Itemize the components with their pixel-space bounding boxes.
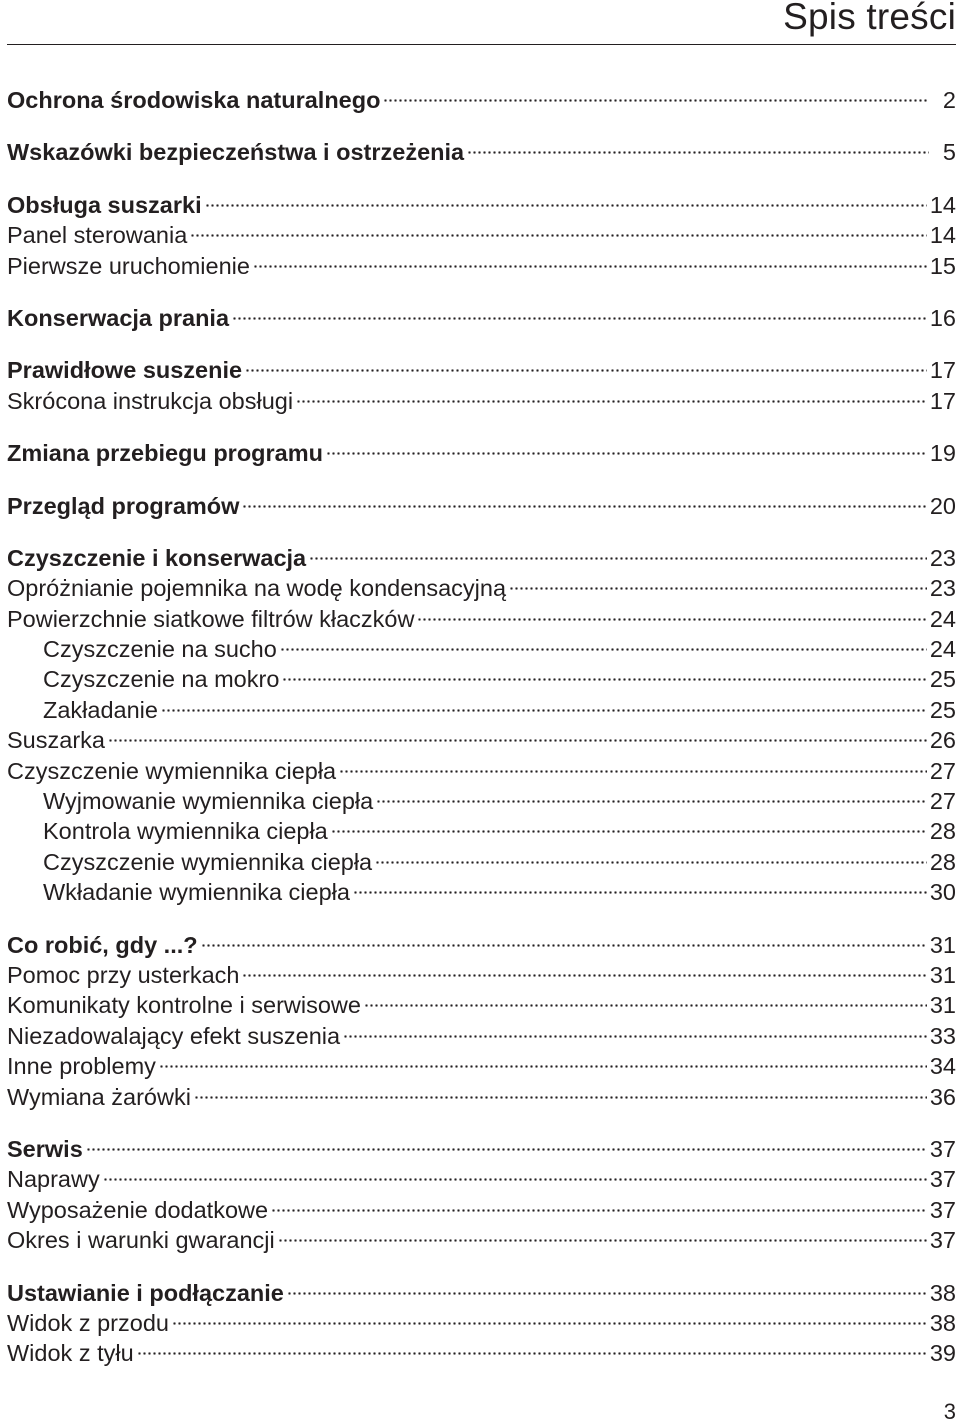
toc-entry-page: 39 xyxy=(929,1340,956,1367)
toc-entry[interactable] xyxy=(7,664,956,694)
toc-entry[interactable] xyxy=(7,877,956,907)
toc-entry[interactable] xyxy=(7,220,956,250)
dot-leader xyxy=(309,557,927,560)
toc-entry-label: Obsługa suszarki xyxy=(7,191,202,218)
toc-entry[interactable] xyxy=(7,543,956,573)
dot-leader xyxy=(242,505,926,508)
toc-entry-label: Ustawianie i podłączanie xyxy=(7,1279,284,1306)
toc-entry-label: Pierwsze uruchomienie xyxy=(7,252,250,279)
toc-entry-page: 16 xyxy=(929,304,956,331)
toc-entry-page: 15 xyxy=(929,252,956,279)
dot-leader xyxy=(232,317,927,320)
toc-entry-page: 14 xyxy=(929,191,956,218)
toc-entry[interactable] xyxy=(7,85,956,115)
dot-leader xyxy=(375,861,927,864)
toc-entry[interactable] xyxy=(7,303,956,333)
dot-leader xyxy=(205,204,927,207)
toc-entry-page: 24 xyxy=(929,605,956,632)
dot-leader xyxy=(417,618,926,621)
dot-leader xyxy=(376,800,927,803)
toc-entry-label: Okres i warunki gwarancji xyxy=(7,1227,275,1254)
dot-leader xyxy=(253,265,927,268)
toc-entry[interactable] xyxy=(7,1164,956,1194)
dot-leader xyxy=(161,709,927,712)
toc-entry-page: 37 xyxy=(929,1227,956,1254)
toc-entry[interactable] xyxy=(7,1134,956,1164)
toc-entry-page: 27 xyxy=(929,757,956,784)
dot-leader xyxy=(201,944,927,947)
toc-entry-label: Naprawy xyxy=(7,1166,100,1193)
toc-entry[interactable] xyxy=(7,990,956,1020)
toc-entry-label: Wskazówki bezpieczeństwa i ostrzeżenia xyxy=(7,139,465,166)
toc-entry[interactable] xyxy=(7,1278,956,1308)
toc-entry[interactable] xyxy=(7,1338,956,1368)
toc-entry[interactable] xyxy=(7,1195,956,1225)
toc-entry-page: 38 xyxy=(929,1279,956,1306)
toc-entry[interactable] xyxy=(7,695,956,725)
toc-entry-label: Widok z tyłu xyxy=(7,1340,134,1367)
toc-entry[interactable] xyxy=(7,960,956,990)
toc-entry-label: Co robić, gdy ...? xyxy=(7,931,198,958)
toc-entry-label: Wkładanie wymiennika ciepła xyxy=(43,879,350,906)
toc-entry-page: 31 xyxy=(929,992,956,1019)
dot-leader xyxy=(383,99,929,102)
toc-entry-page: 20 xyxy=(929,492,956,519)
toc-entry[interactable] xyxy=(7,847,956,877)
dot-leader xyxy=(287,1292,927,1295)
toc-entry-label: Czyszczenie wymiennika ciepła xyxy=(7,757,337,784)
toc-entry-label: Przegląd programów xyxy=(7,492,240,519)
toc-entry-label: Pomoc przy usterkach xyxy=(7,961,240,988)
toc-entry[interactable] xyxy=(7,438,956,468)
dot-leader xyxy=(296,400,927,403)
toc-entry-page: 38 xyxy=(929,1309,956,1336)
toc-entry-page: 17 xyxy=(929,357,956,384)
toc-entry-label: Prawidłowe suszenie xyxy=(7,357,243,384)
toc-entry[interactable] xyxy=(7,725,956,755)
toc-entry[interactable] xyxy=(7,355,956,385)
dot-leader xyxy=(467,151,929,154)
dot-leader xyxy=(108,739,927,742)
dot-leader xyxy=(242,974,926,977)
toc-entry-label: Suszarka xyxy=(7,727,105,754)
toc-entry-page: 24 xyxy=(929,636,956,663)
toc-entry-label: Inne problemy xyxy=(7,1053,156,1080)
toc-entry-page: 31 xyxy=(929,931,956,958)
toc-entry-page: 19 xyxy=(929,440,956,467)
toc-entry-label: Zmiana przebiegu programu xyxy=(7,440,323,467)
toc-entry[interactable] xyxy=(7,251,956,281)
toc-entry[interactable] xyxy=(7,1051,956,1081)
dot-leader xyxy=(194,1096,927,1099)
dot-leader xyxy=(326,452,927,455)
toc-entry-label: Czyszczenie na mokro xyxy=(43,666,280,693)
toc-entry-page: 37 xyxy=(929,1196,956,1223)
toc-entry-page: 17 xyxy=(929,387,956,414)
page-number: 3 xyxy=(943,1399,956,1424)
title-rule xyxy=(7,44,956,45)
toc-entry-label: Niezadowalający efekt suszenia xyxy=(7,1022,341,1049)
dot-leader xyxy=(353,891,927,894)
toc-entry-label: Serwis xyxy=(7,1135,83,1162)
toc-entry-label: Zakładanie xyxy=(43,696,158,723)
dot-leader xyxy=(343,1035,927,1038)
dot-leader xyxy=(278,1239,927,1242)
toc-entry-label: Komunikaty kontrolne i serwisowe xyxy=(7,992,361,1019)
table-of-contents xyxy=(7,85,956,1369)
toc-entry-page: 14 xyxy=(929,222,956,249)
toc-entry-page: 34 xyxy=(929,1053,956,1080)
toc-entry[interactable] xyxy=(7,816,956,846)
toc-entry-page: 23 xyxy=(929,544,956,571)
toc-entry-label: Powierzchnie siatkowe filtrów kłaczków xyxy=(7,605,415,632)
toc-entry-label: Ochrona środowiska naturalnego xyxy=(7,87,381,113)
toc-entry-label: Skrócona instrukcja obsługi xyxy=(7,387,294,414)
toc-entry-label: Konserwacja prania xyxy=(7,304,230,331)
toc-entry-label: Czyszczenie na sucho xyxy=(43,636,277,663)
toc-entry-page: 25 xyxy=(929,696,956,723)
toc-entry-page: 36 xyxy=(929,1083,956,1110)
toc-entry-page: 25 xyxy=(929,666,956,693)
toc-entry[interactable] xyxy=(7,634,956,664)
dot-leader xyxy=(271,1209,927,1212)
toc-entry-page: 33 xyxy=(929,1022,956,1049)
toc-entry-page: 2 xyxy=(942,87,956,113)
toc-entry[interactable] xyxy=(7,491,956,521)
toc-entry-page: 37 xyxy=(929,1135,956,1162)
toc-entry-label: Opróżnianie pojemnika na wodę kondensacyjną xyxy=(7,575,507,602)
dot-leader xyxy=(280,648,927,651)
toc-entry[interactable] xyxy=(7,756,956,786)
dot-leader xyxy=(282,678,926,681)
toc-entry-label: Czyszczenie wymiennika ciepła xyxy=(43,848,373,875)
toc-entry[interactable] xyxy=(7,386,956,416)
toc-entry[interactable] xyxy=(7,1082,956,1112)
toc-entry-page: 26 xyxy=(929,727,956,754)
toc-entry-page: 37 xyxy=(929,1166,956,1193)
dot-leader xyxy=(245,369,927,372)
dot-leader xyxy=(190,234,927,237)
toc-entry-page: 30 xyxy=(929,879,956,906)
toc-entry[interactable] xyxy=(7,1225,956,1255)
toc-entry[interactable] xyxy=(7,190,956,220)
dot-leader xyxy=(364,1004,927,1007)
dot-leader xyxy=(339,770,927,773)
dot-leader xyxy=(172,1322,927,1325)
dot-leader xyxy=(137,1352,927,1355)
page-title: Spis treści xyxy=(783,0,956,37)
toc-entry-label: Wymiana żarówki xyxy=(7,1083,191,1110)
toc-entry-page: 27 xyxy=(929,788,956,815)
toc-entry-label: Wyposażenie dodatkowe xyxy=(7,1196,269,1223)
dot-leader xyxy=(331,830,927,833)
toc-entry-label: Wyjmowanie wymiennika ciepła xyxy=(43,788,374,815)
toc-entry-label: Widok z przodu xyxy=(7,1309,169,1336)
toc-entry-page: 28 xyxy=(929,848,956,875)
toc-entry-page: 28 xyxy=(929,818,956,845)
toc-entry[interactable] xyxy=(7,604,956,634)
toc-entry-label: Czyszczenie i konserwacja xyxy=(7,544,307,571)
dot-leader xyxy=(509,587,927,590)
toc-entry[interactable] xyxy=(7,1308,956,1338)
toc-entry[interactable] xyxy=(7,1021,956,1051)
toc-entry[interactable] xyxy=(7,137,956,167)
toc-entry-page: 23 xyxy=(929,575,956,602)
toc-entry[interactable] xyxy=(7,930,956,960)
toc-entry[interactable] xyxy=(7,573,956,603)
toc-entry-page: 31 xyxy=(929,961,956,988)
toc-entry-label: Panel sterowania xyxy=(7,222,188,249)
dot-leader xyxy=(103,1178,927,1181)
toc-entry-label: Kontrola wymiennika ciepła xyxy=(43,818,328,845)
dot-leader xyxy=(86,1148,927,1151)
toc-entry[interactable] xyxy=(7,786,956,816)
toc-entry-page: 5 xyxy=(942,139,956,166)
dot-leader xyxy=(159,1065,927,1068)
